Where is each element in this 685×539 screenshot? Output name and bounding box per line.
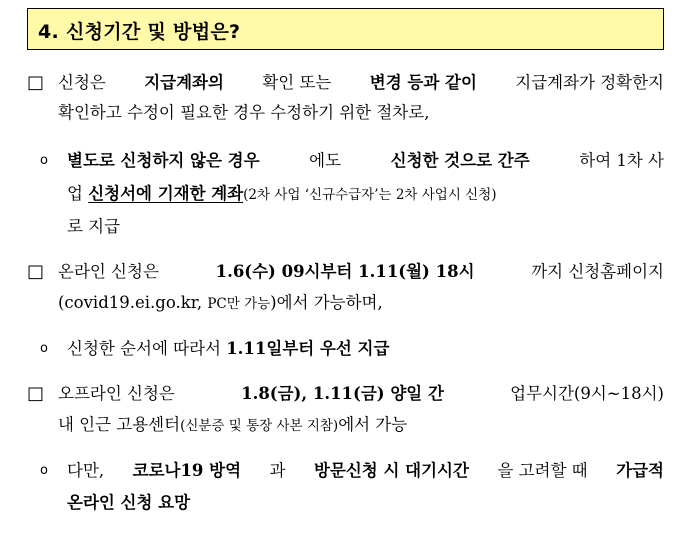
bullet-1-line-2: 확인하고 수정이 필요한 경우 수정하기 위한 절차로, <box>58 103 430 122</box>
sub-bullet-2-line-1: 신청한 순서에 따라서 1.11일부터 우선 지급 <box>67 339 390 358</box>
bullet-2-line-1: 온라인 신청은 1.6(수) 09시부터 1.11(월) 18시 까지 신청홈페이지 <box>58 262 664 281</box>
sub-bullet-1-line-1: 별도로 신청하지 않은 경우 에도 신청한 것으로 간주 하여 1차 사 <box>67 151 664 170</box>
bullet-2-line-2: (covid19.ei.go.kr, PC만 가능)에서 가능하며, <box>58 293 383 312</box>
circle-bullet-icon: ο <box>40 341 48 356</box>
sub-bullet-3-line-2: 온라인 신청 요망 <box>67 493 191 512</box>
bullet-3-line-1: 오프라인 신청은 1.8(금), 1.11(금) 양일 간 업무시간(9시~18시) <box>58 384 664 403</box>
bullet-3-line-2: 내 인근 고용센터(신분증 및 통장 사본 지참)에서 가능 <box>58 415 408 434</box>
bullet-1-line-1: 신청은 지급계좌의 확인 또는 변경 등과 같이 지급계좌가 정확한지 <box>58 73 664 92</box>
circle-bullet-icon: ο <box>40 463 48 478</box>
square-bullet-icon: □ <box>27 261 45 282</box>
section-header-box <box>27 8 664 50</box>
sub-bullet-1-line-3: 로 지급 <box>67 217 121 236</box>
sub-bullet-1-line-2: 업 신청서에 기재한 계좌(2차 사업 ‘신규수급자’는 2차 사업시 신청) <box>67 184 497 203</box>
sub-bullet-3-line-1: 다만, 코로나19 방역 과 방문신청 시 대기시간 을 고려할 때 가급적 <box>67 461 664 480</box>
section-title: 4. 신청기간 및 방법은? <box>38 21 241 43</box>
square-bullet-icon: □ <box>27 383 45 404</box>
square-bullet-icon: □ <box>27 72 45 93</box>
circle-bullet-icon: ο <box>40 153 48 168</box>
